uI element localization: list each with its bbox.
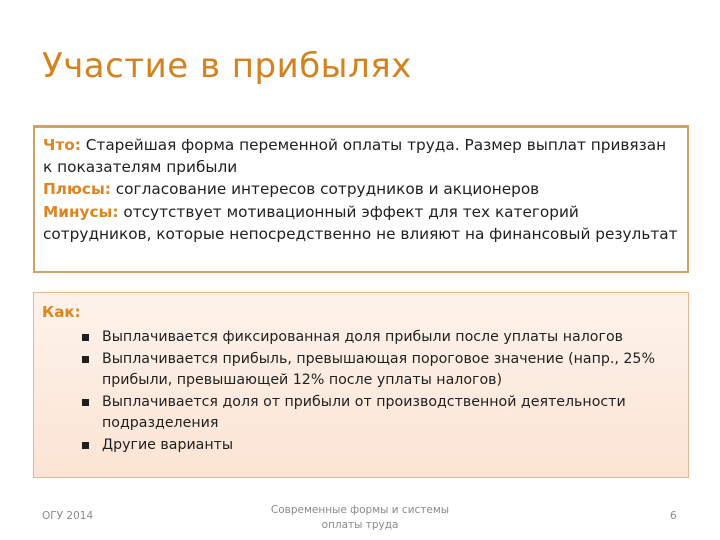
list-item bbox=[82, 392, 678, 435]
list-item-text: Выплачивается доля от прибыли от производственной деятельности подразделения bbox=[102, 393, 626, 431]
cons-label: Минусы: bbox=[43, 202, 119, 221]
bullet-square-icon bbox=[82, 399, 89, 406]
bullet-square-icon bbox=[82, 356, 89, 363]
how-list bbox=[42, 327, 678, 456]
bullet-square-icon bbox=[82, 442, 89, 449]
what-label: Что: bbox=[43, 136, 81, 154]
list-item-text: Выплачивается прибыль, превышающая пороговое значение (напр., 25% прибыли, превышающей 12% после уплаты налогов) bbox=[102, 350, 655, 388]
list-item bbox=[82, 435, 678, 457]
list-item-text: Другие варианты bbox=[102, 436, 234, 453]
summary-box bbox=[33, 125, 689, 273]
pros-paragraph bbox=[43, 178, 679, 200]
list-item-text: Выплачивается фиксированная доля прибыли после уплаты налогов bbox=[102, 329, 623, 345]
list-item bbox=[82, 349, 678, 392]
what-paragraph bbox=[43, 134, 679, 178]
pros-text: согласование интересов сотрудников и акционеров bbox=[110, 180, 540, 199]
slide-title: Участие в прибылях bbox=[42, 46, 412, 86]
how-label: Как: bbox=[42, 303, 81, 321]
bullet-square-icon bbox=[82, 334, 89, 341]
footer-organization: ОГУ 2014 bbox=[42, 510, 94, 522]
page-number: 6 bbox=[670, 510, 677, 522]
list-item bbox=[82, 327, 678, 349]
pros-label: Плюсы: bbox=[43, 180, 111, 199]
how-box bbox=[33, 292, 689, 478]
cons-text: отсутствует мотивационный эффект для тех категорий сотрудников, которые непосредственно не влияют на финансовый результат bbox=[43, 202, 678, 243]
what-text: Старейшая форма переменной оплаты труда. Размер выплат привязан к показателям прибыли bbox=[43, 136, 667, 177]
footer-course-title: Современные формы и системы оплаты труда bbox=[270, 504, 450, 531]
cons-paragraph bbox=[43, 201, 679, 245]
